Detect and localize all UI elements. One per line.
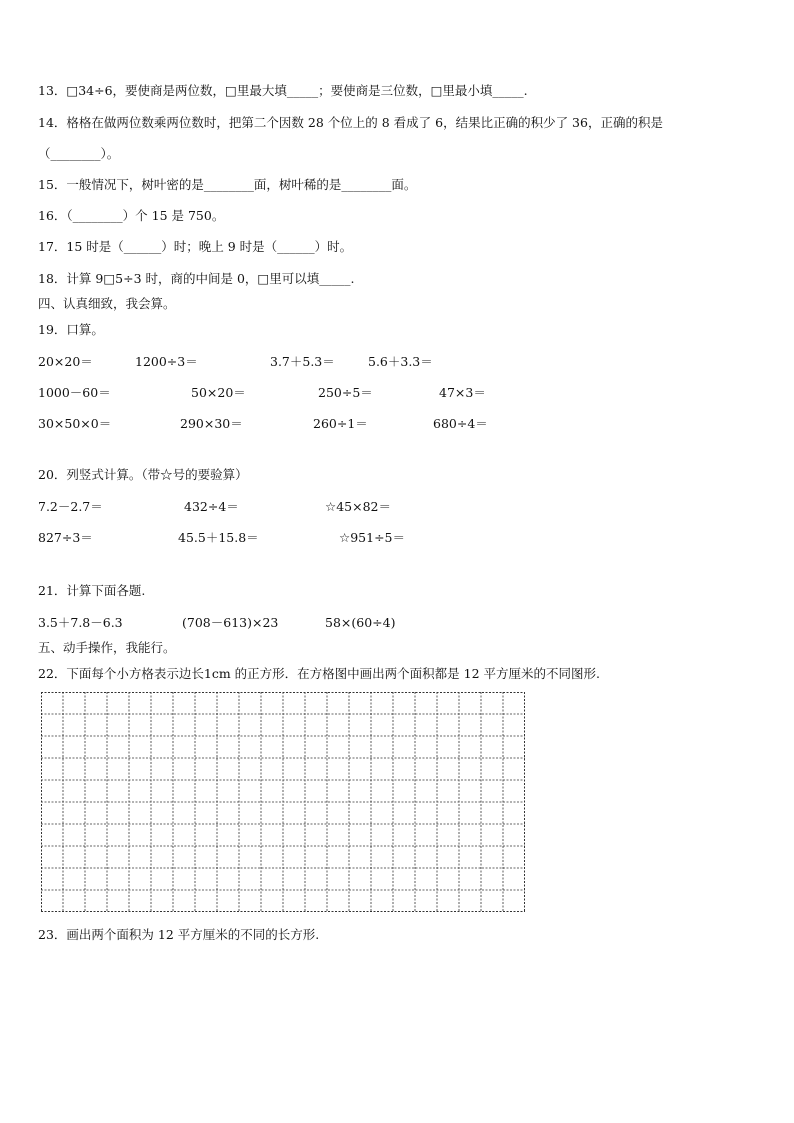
vertical-calc-1: 7.2－2.7＝ <box>38 499 103 514</box>
oral-calc-9: 30×50×0＝ <box>38 416 112 431</box>
oral-calc-11: 260÷1＝ <box>313 416 368 431</box>
oral-calc-7: 250÷5＝ <box>318 385 373 400</box>
square-grid[interactable] <box>41 692 525 912</box>
oral-calc-2: 1200÷3＝ <box>135 354 198 369</box>
oral-calc-4: 5.6＋3.3＝ <box>368 354 433 369</box>
question-16: 16．（________）个 15 是 750。 <box>38 208 225 223</box>
oral-calc-3: 3.7＋5.3＝ <box>270 354 335 369</box>
oral-calc-8: 47×3＝ <box>439 385 486 400</box>
oral-calc-10: 290×30＝ <box>180 416 243 431</box>
question-21-title: 21．计算下面各题. <box>38 583 146 598</box>
question-14-line2: （________）。 <box>38 146 120 161</box>
section-5-heading: 五、动手操作，我能行。 <box>38 640 176 655</box>
calc-item-2: (708－613)×23 <box>182 615 279 630</box>
question-17: 17．15 时是（______）时；晚上 9 时是（______）时。 <box>38 239 353 254</box>
question-22: 22．下面每个小方格表示边长1cm 的正方形．在方格图中画出两个面积都是 12 平方厘米的不同图形. <box>38 666 601 681</box>
oral-calc-6: 50×20＝ <box>191 385 246 400</box>
section-4-heading: 四、认真细致，我会算。 <box>38 296 176 311</box>
vertical-calc-2: 432÷4＝ <box>184 499 239 514</box>
question-14-line1: 14．格格在做两位数乘两位数时，把第二个因数 28 个位上的 8 看成了 6，结果比正确的积少了 36，正确的积是 <box>38 115 663 130</box>
question-13: 13．□34÷6，要使商是两位数，□里最大填_____；要使商是三位数，□里最小填_____. <box>38 83 528 98</box>
oral-calc-5: 1000－60＝ <box>38 385 111 400</box>
vertical-calc-4: 827÷3＝ <box>38 530 93 545</box>
question-15: 15．一般情况下，树叶密的是________面，树叶稀的是________面。 <box>38 177 417 192</box>
question-18: 18．计算 9□5÷3 时，商的中间是 0，□里可以填_____. <box>38 271 355 286</box>
calc-item-3: 58×(60÷4) <box>325 615 396 630</box>
question-20-title: 20．列竖式计算。（带☆号的要验算） <box>38 467 248 482</box>
question-19-title: 19．口算。 <box>38 322 104 337</box>
question-23: 23．画出两个面积为 12 平方厘米的不同的长方形. <box>38 927 320 942</box>
oral-calc-12: 680÷4＝ <box>433 416 488 431</box>
vertical-calc-5: 45.5＋15.8＝ <box>178 530 259 545</box>
oral-calc-1: 20×20＝ <box>38 354 93 369</box>
vertical-calc-6: ☆951÷5＝ <box>339 530 405 545</box>
vertical-calc-3: ☆45×82＝ <box>325 499 391 514</box>
calc-item-1: 3.5＋7.8－6.3 <box>38 615 123 630</box>
